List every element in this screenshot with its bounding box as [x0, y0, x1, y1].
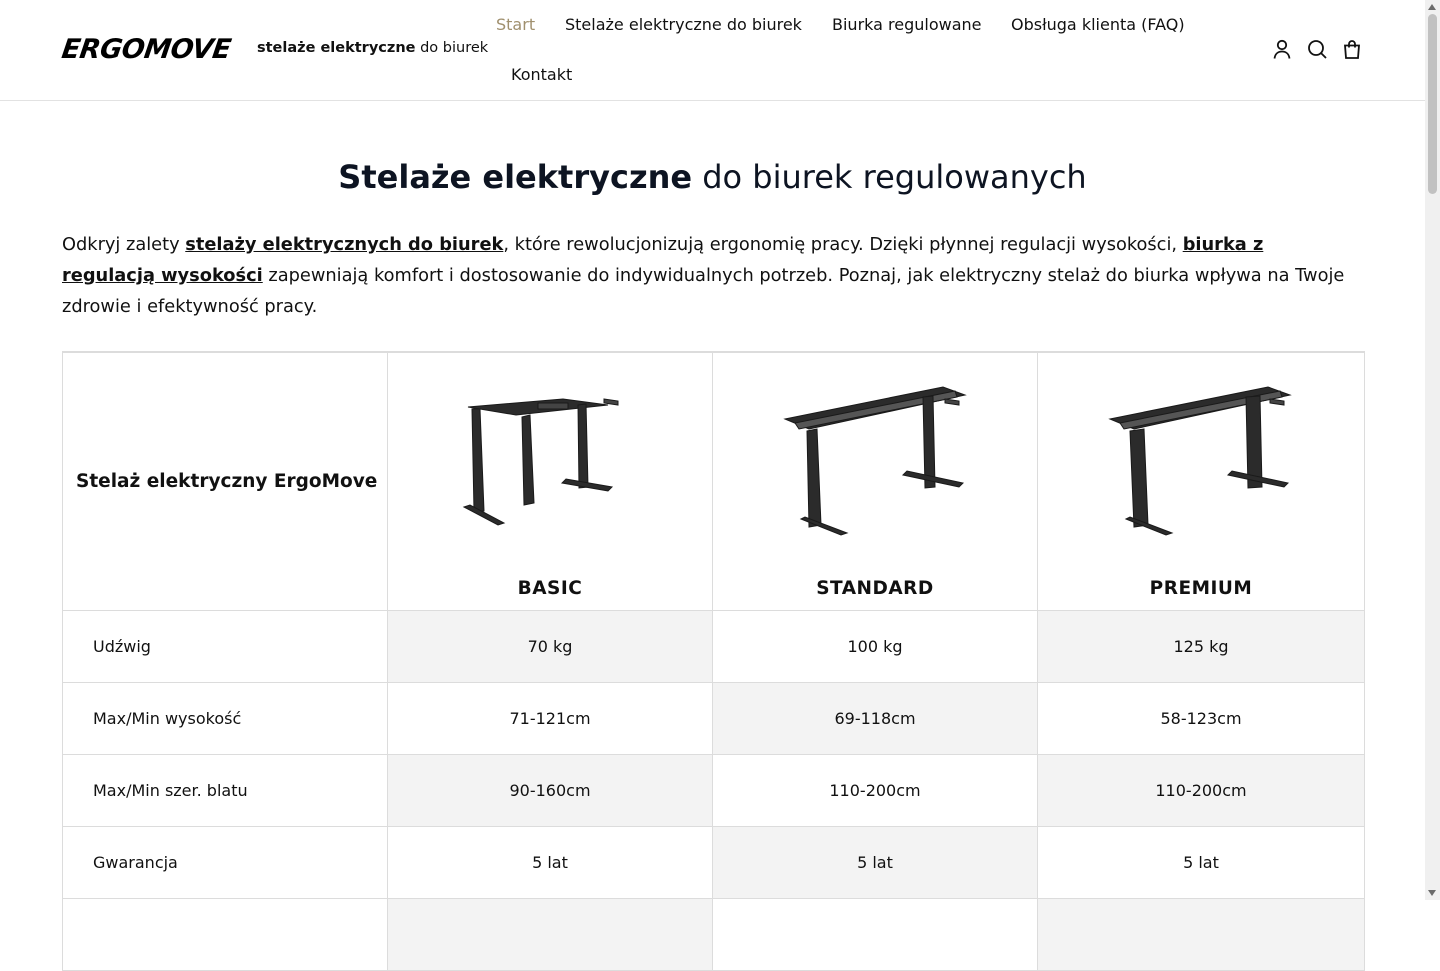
frame-standard-image: [783, 379, 973, 539]
search-icon[interactable]: [1306, 38, 1328, 60]
comparison-table: [62, 351, 1365, 971]
intro-link-stelaze[interactable]: stelaży elektrycznych do biurek: [185, 234, 504, 255]
row-value-standard: 100 kg: [713, 611, 1038, 682]
row-value-premium: 58-123cm: [1160, 709, 1242, 728]
page-title-bold: Stelaże elektryczne: [338, 158, 693, 196]
site-header: [0, 0, 1425, 101]
row-label: Max/Min szer. blatu: [63, 755, 388, 826]
row-label: Max/Min wysokość: [63, 683, 388, 754]
tagline-bold: stelaże elektryczne: [257, 40, 416, 56]
table-header-row: [63, 353, 1364, 611]
table-row: [63, 683, 1364, 755]
frame-basic-image: [458, 379, 648, 539]
account-icon[interactable]: [1271, 38, 1293, 60]
row-value-basic: 70 kg: [388, 611, 713, 682]
model-cell-basic: [388, 353, 713, 610]
row-value-standard: 5 lat: [713, 827, 1038, 898]
row-value-basic: 5 lat: [388, 827, 713, 898]
ergomove-logo[interactable]: ERGOMOVE: [59, 33, 233, 65]
nav-item-biurka[interactable]: Biurka regulowane: [832, 15, 982, 34]
page-title-rest: do biurek regulowanych: [692, 158, 1087, 196]
page-title: [0, 158, 1425, 196]
cart-icon[interactable]: [1341, 38, 1363, 60]
nav-item-kontakt[interactable]: Kontakt: [511, 65, 573, 84]
table-row: [63, 827, 1364, 899]
row-value-premium: 110-200cm: [1038, 755, 1364, 826]
tagline-rest: do biurek: [415, 40, 489, 56]
row-value-empty: [1038, 899, 1364, 970]
intro-link-biurka[interactable]: biurka z regulacją wysokości: [62, 234, 1264, 286]
nav-item-faq[interactable]: Obsługa klienta (FAQ): [1011, 15, 1185, 34]
model-cell-premium: [1038, 353, 1364, 610]
model-name-basic: BASIC: [517, 578, 583, 599]
table-row: [63, 755, 1364, 827]
table-heading-cell: [63, 353, 388, 610]
row-value-standard: 69-118cm: [713, 683, 1038, 754]
intro-text-2: , które rewolucjonizują ergonomię pracy. Dzięki płynnej regulacji wysokości,: [503, 234, 1183, 255]
table-row: [63, 899, 1364, 971]
nav-item-stelaze[interactable]: Stelaże elektryczne do biurek: [565, 15, 802, 34]
model-name-standard: STANDARD: [816, 578, 934, 599]
row-label: Udźwig: [63, 611, 388, 682]
table-row: [63, 611, 1364, 683]
row-value-empty: [713, 899, 1038, 970]
row-value-standard: 110-200cm: [713, 755, 1038, 826]
frame-premium-image: [1108, 379, 1298, 539]
model-name-premium: PREMIUM: [1149, 578, 1253, 599]
row-value-premium: 125 kg: [1038, 611, 1364, 682]
row-label-empty: [63, 899, 388, 970]
table-heading: Stelaż elektryczny ErgoMove: [76, 471, 378, 492]
logo-tagline: [257, 40, 488, 56]
row-value-basic: 90-160cm: [388, 755, 713, 826]
intro-text-1: Odkryj zalety: [62, 234, 186, 255]
scroll-down-arrow-icon[interactable]: [1428, 890, 1436, 896]
row-value-empty: [388, 899, 713, 970]
header-icons: [1271, 38, 1363, 60]
model-cell-standard: [713, 353, 1038, 610]
scroll-up-arrow-icon[interactable]: [1428, 4, 1436, 10]
row-value-premium: 5 lat: [1183, 853, 1219, 872]
intro-text-3: zapewniają komfort i dostosowanie do indywidualnych potrzeb. Poznaj, jak elektryczny stelaż do biurka wpływa na Twoje zdrowie i efektywność pracy.: [62, 265, 1345, 317]
scroll-thumb[interactable]: [1428, 14, 1437, 194]
intro-paragraph: [62, 229, 1362, 322]
nav-item-start[interactable]: Start: [496, 15, 536, 34]
row-label: Gwarancja: [63, 827, 388, 898]
page-scrollbar[interactable]: [1425, 0, 1440, 900]
row-value-basic: 71-121cm: [388, 683, 713, 754]
